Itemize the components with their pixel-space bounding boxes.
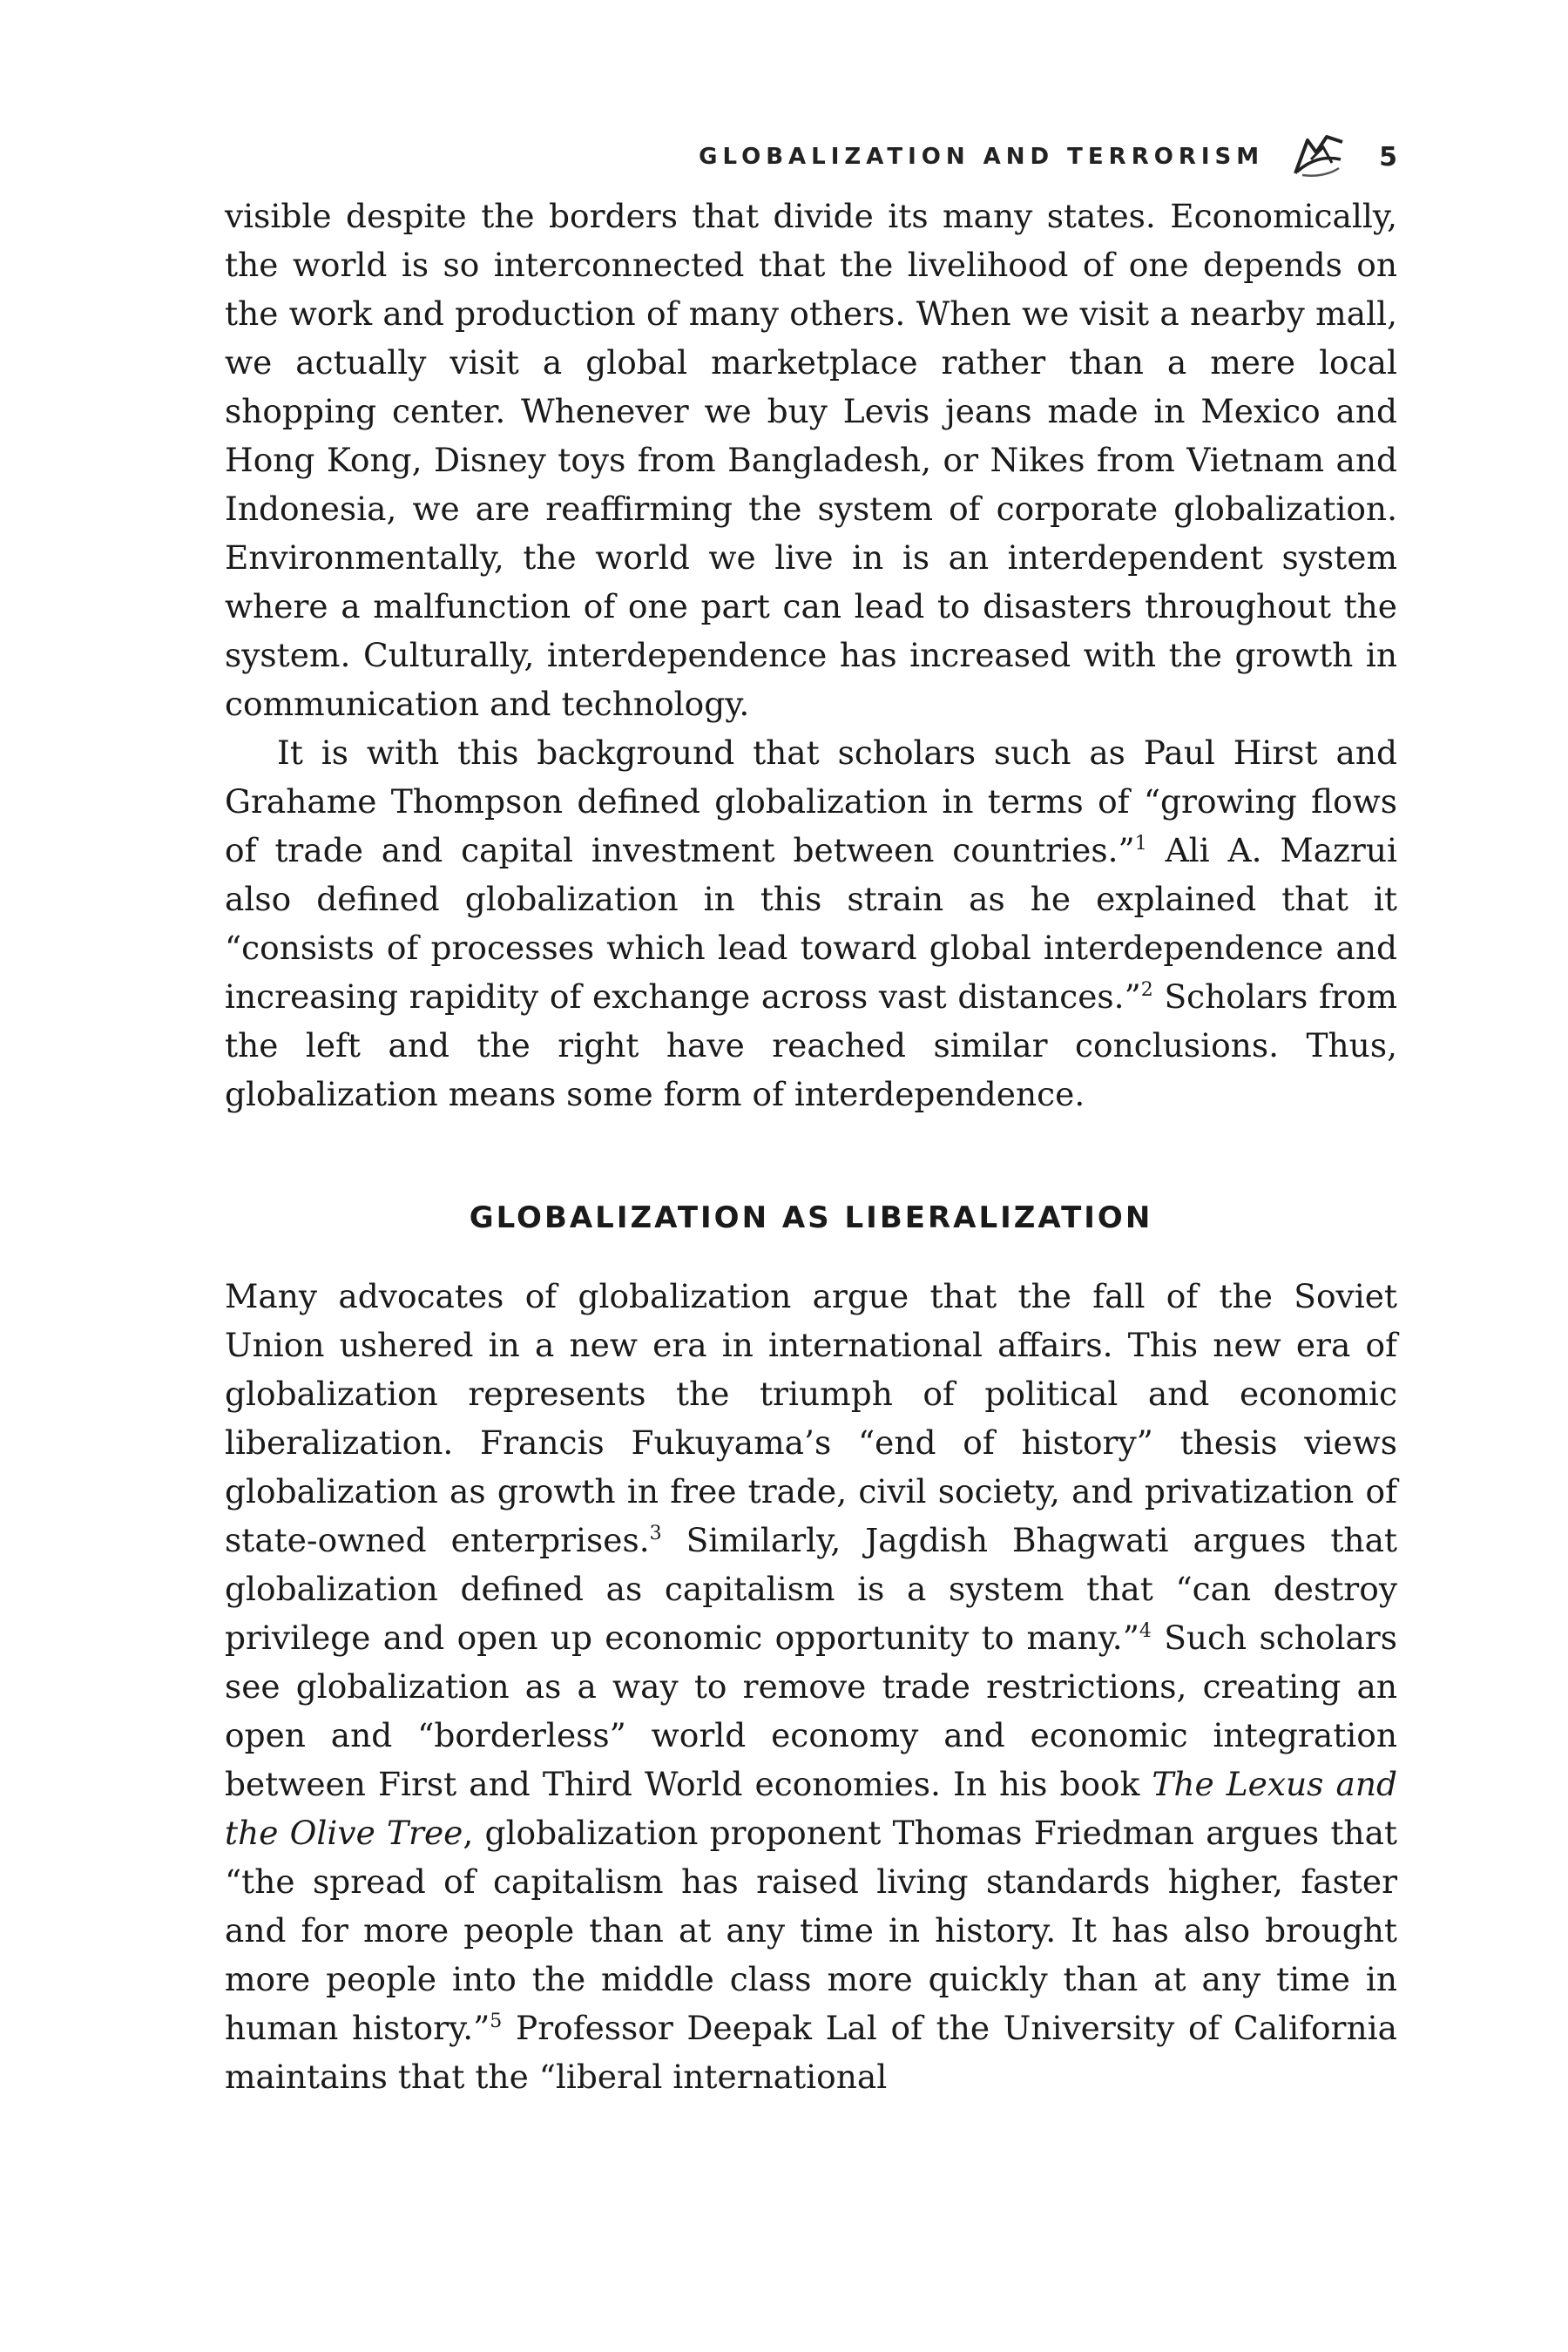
running-head-title: GLOBALIZATION AND TERRORISM	[699, 144, 1265, 170]
footnote-ref-1[interactable]: 1	[1134, 833, 1147, 855]
section-paragraph-text-c: Such scholars see globalization as a way to remove trade restrictions, creating an open and “borderless” world economy and economic integration between First and Third World economies. In his book	[225, 1619, 1397, 1803]
paragraph-2-text-a: It is with this background that scholars such as Paul Hirst and Grahame Thompson defined globalization in terms of “growing flows of trade and capital investment between countries.”	[225, 733, 1397, 869]
section-paragraph-text-b: Similarly, Jagdish Bhagwati argues that globalization defined as capitalism is a system that “can destroy privilege and open up economic opportunity to many.”	[225, 1521, 1398, 1657]
ornament-icon	[1290, 133, 1348, 180]
footnote-ref-4[interactable]: 4	[1139, 1620, 1152, 1642]
paragraph-2-text-b: Ali A. Mazrui also defined globalization in this strain as he explained that it “consists of processes which lead toward global interdependence and increasing rapidity of exchange across vast distances.”	[225, 831, 1397, 1016]
page-number: 5	[1379, 141, 1397, 172]
section-paragraph-text-a: Many advocates of globalization argue that the fall of the Soviet Union ushered in a new era in international affairs. This new era of globalization represents the triumph of political and economic liberalization. Francis Fukuyama’s “end of history” thesis views globalization as growth in free trade, civil society, and privatization of state-owned enterprises.	[225, 1277, 1397, 1559]
footnote-ref-5[interactable]: 5	[490, 2011, 503, 2032]
section-heading: GLOBALIZATION AS LIBERALIZATION	[469, 1200, 1153, 1235]
footnote-ref-2[interactable]: 2	[1140, 979, 1153, 1001]
section-paragraph-text-e: Professor Deepak Lal of the University of California maintains that the “liberal international	[225, 2009, 1397, 2096]
book-title: The Lexus and the Olive Tree	[225, 1765, 1397, 1852]
book-page	[225, 131, 1397, 2101]
paragraph-2	[225, 728, 1397, 1119]
footnote-ref-3[interactable]: 3	[649, 1523, 662, 1544]
paragraph-1: visible despite the borders that divide its many states. Economically, the world is so interconnected that the livelihood of one depends on the work and production of many others. When we visit a nearby mall, we actually visit a global marketplace rather than a mere local shopping center. Whenever we buy Levis jeans made in Mexico and Hong Kong, Disney toys from Bangladesh, or Nikes from Vietnam and Indonesia, we are reaffirming the system of corporate globalization. Environmentally, the world we live in is an interdependent system where a malfunction of one part can lead to disasters throughout the system. Culturally, interdependence has increased with the growth in communication and technology.	[225, 197, 1397, 723]
section-paragraph-text-d: , globalization proponent Thomas Friedman argues that “the spread of capitalism has raised living standards higher, faster and for more people than at any time in history. It has also brought more people into the middle class more quickly than at any time in human history.”	[225, 1814, 1397, 2047]
paragraph-2-text-c: Scholars from the left and the right have reached similar conclusions. Thus, globalization means some form of interdependence.	[225, 977, 1397, 1113]
running-head	[225, 131, 1397, 183]
section-paragraph-1	[225, 1272, 1397, 2101]
body-text	[225, 192, 1397, 2101]
